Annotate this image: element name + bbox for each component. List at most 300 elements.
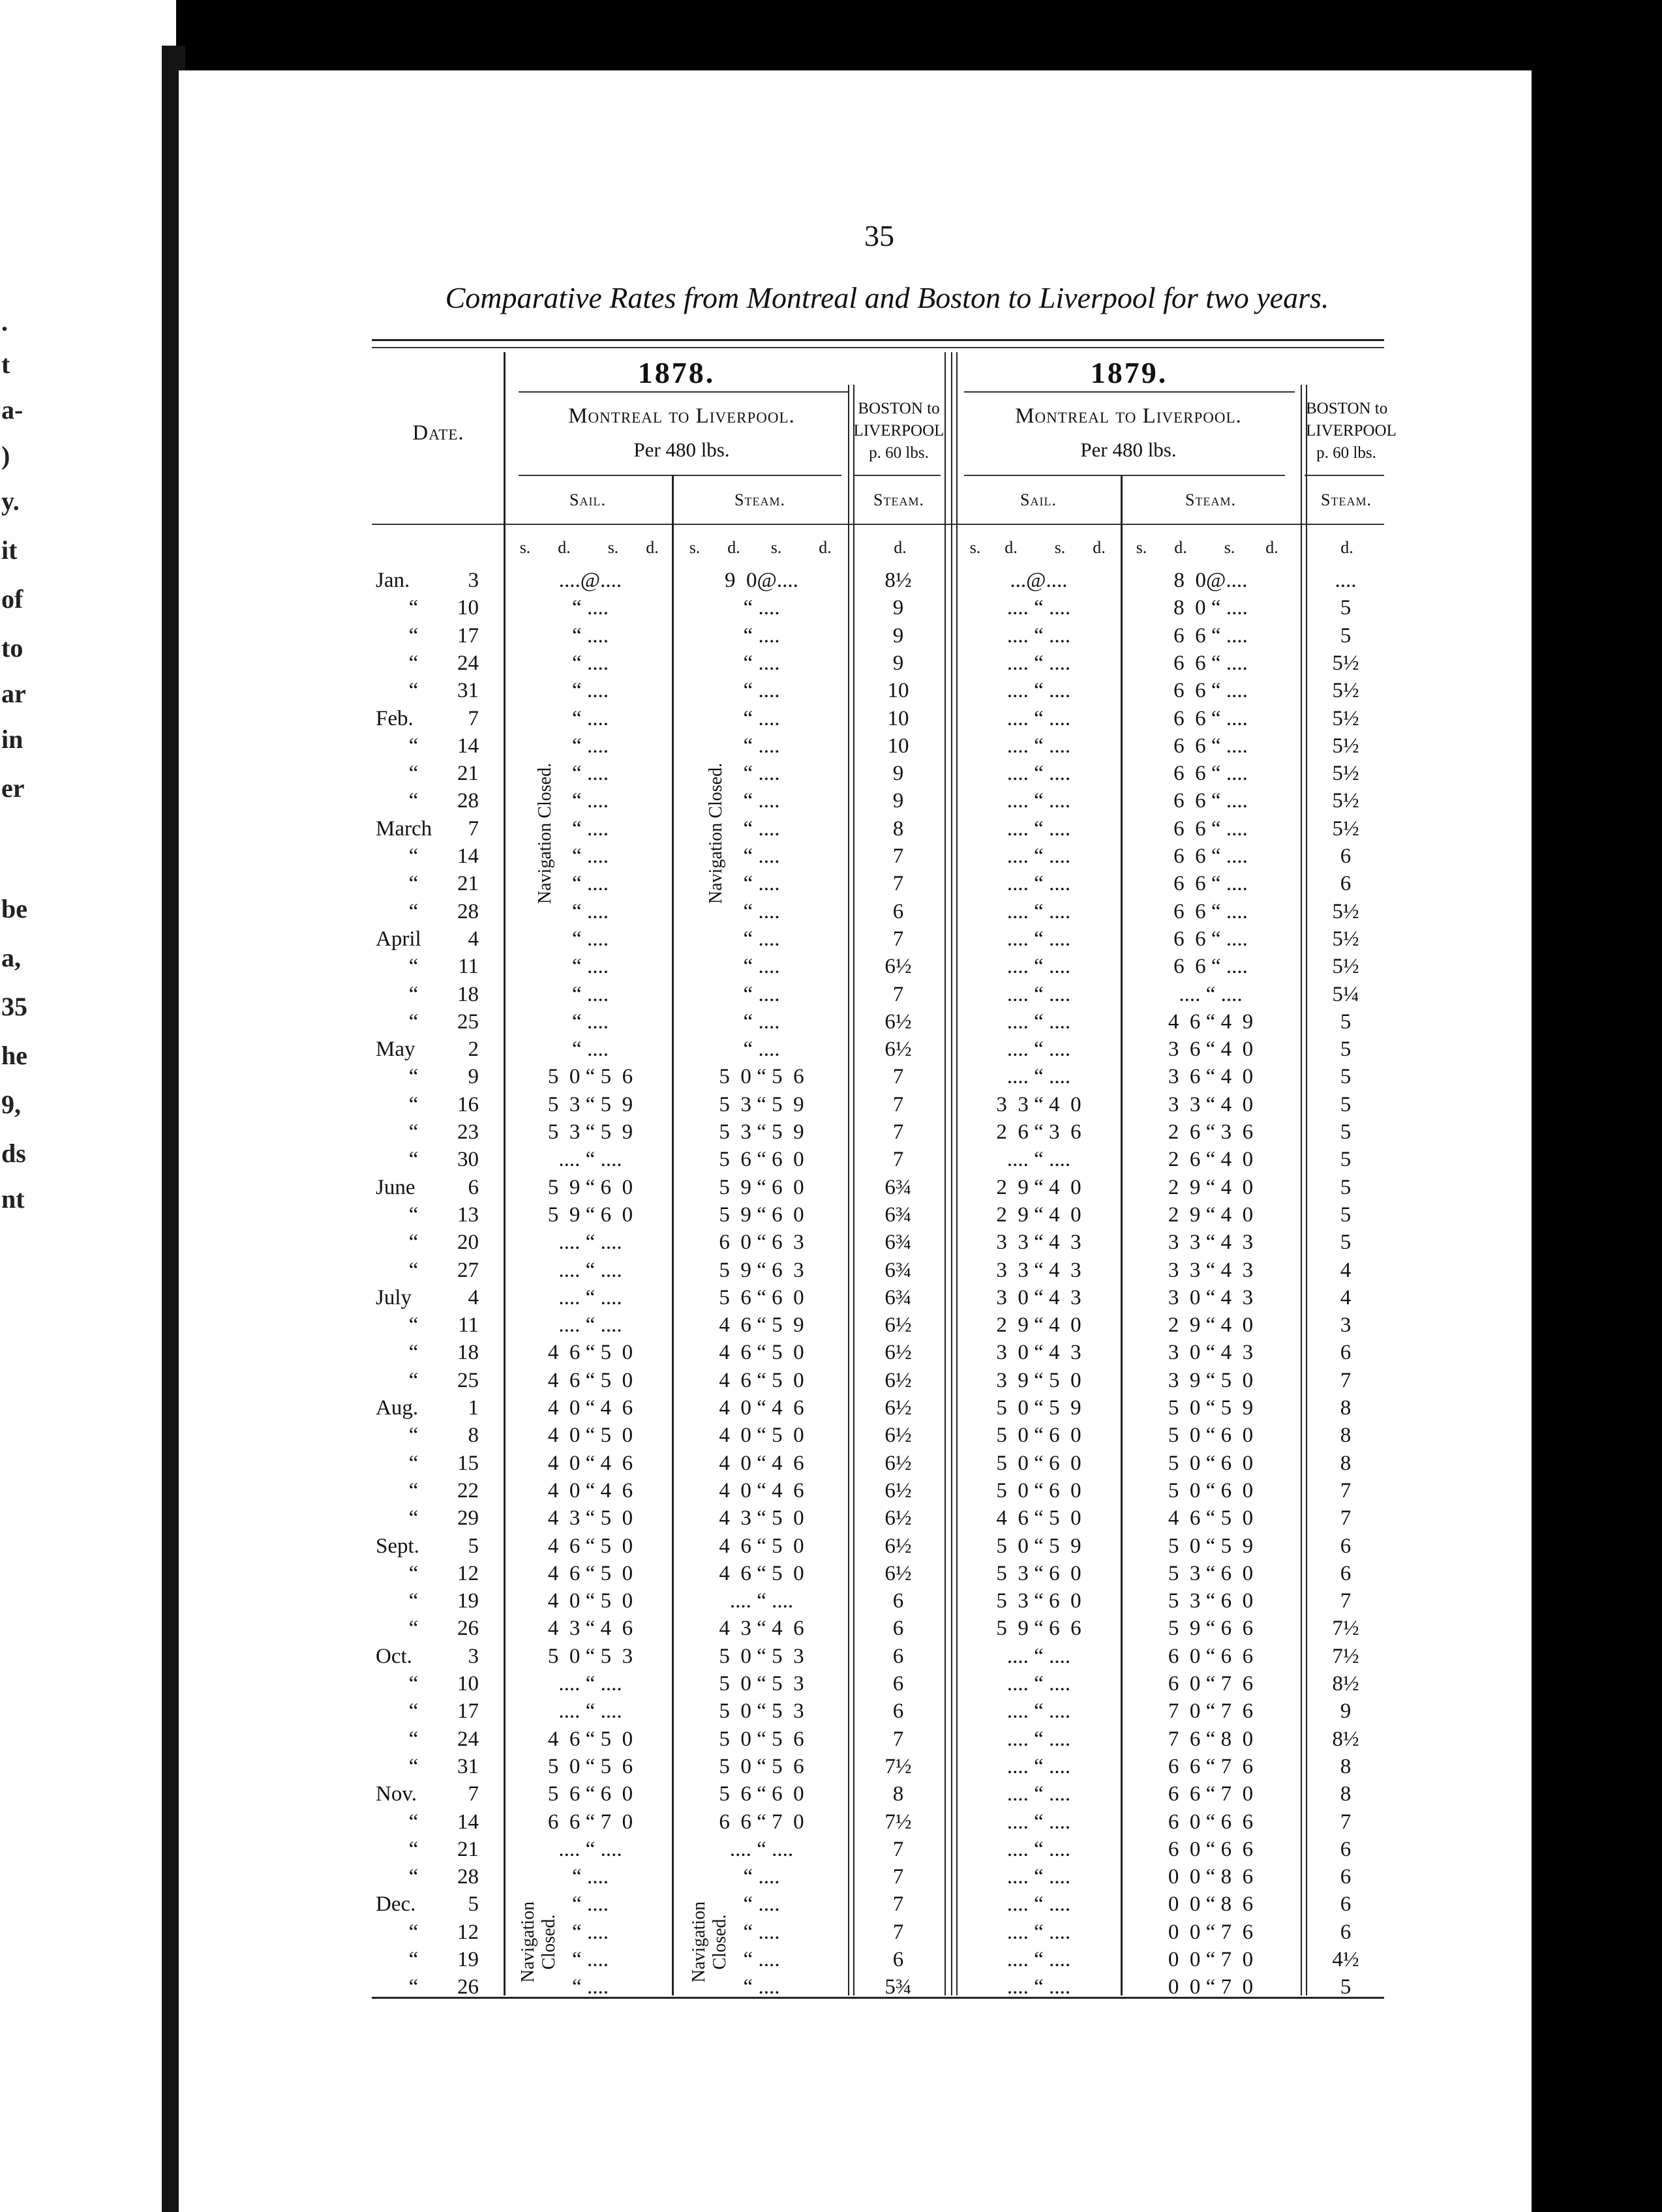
table-row — [179, 1341, 1532, 1368]
day-label: 9 — [468, 1065, 479, 1089]
day-label: 26 — [457, 1975, 479, 1999]
steam-1879-cell: 6 6 “ .... — [1173, 872, 1248, 896]
sail-1878-cell: “ .... — [572, 927, 609, 951]
boston-1879-cell: 5½ — [1332, 899, 1359, 923]
day-label: 5 — [468, 1534, 479, 1558]
table-row — [179, 983, 1532, 1010]
boston-1878-cell: 7 — [892, 927, 904, 951]
table-row — [179, 1865, 1532, 1892]
ditto-mark: “ — [408, 1754, 419, 1778]
unit-label: d. — [1265, 538, 1278, 557]
facing-page-fragment: to — [1, 633, 23, 663]
sail-1879-cell: .... “ .... — [1006, 1865, 1071, 1889]
ditto-mark: “ — [408, 1148, 419, 1172]
ditto-mark: “ — [408, 1258, 419, 1282]
boston-1878-cell: 6 — [892, 1699, 904, 1724]
steam-1878-cell: “ .... — [743, 734, 780, 758]
facing-page-fragment: ) — [1, 441, 10, 470]
facing-page-fragment: of — [1, 584, 23, 614]
ditto-mark: “ — [408, 982, 419, 1006]
day-label: 6 — [468, 1175, 479, 1199]
boston-1879-cell: 8 — [1340, 1451, 1352, 1475]
sail-1879-cell: .... “ .... — [1006, 596, 1071, 620]
steam-1878-cell: 4 6 “ 5 9 — [719, 1313, 804, 1338]
date-header: Date. — [412, 421, 464, 445]
sail-1878-cell: “ .... — [572, 706, 609, 730]
day-label: 1 — [468, 1396, 479, 1420]
steam-1878-cell: “ .... — [743, 1975, 780, 1999]
boston-1878-cell: 7 — [892, 1920, 904, 1944]
boston-1879-cell: 7 — [1340, 1506, 1352, 1531]
sail-1878-cell: “ .... — [572, 955, 609, 979]
steam-1879-cell: 6 6 “ .... — [1173, 651, 1248, 675]
ditto-mark: “ — [408, 872, 419, 896]
table-row — [179, 1065, 1532, 1092]
steam-1879-cell: 6 6 “ .... — [1173, 927, 1248, 951]
day-label: 13 — [457, 1203, 479, 1227]
page-number: 35 — [864, 219, 894, 252]
unit-label: s. — [969, 538, 981, 557]
day-label: 21 — [457, 1837, 479, 1861]
steam-1878-cell: 6 6 “ 7 0 — [719, 1810, 804, 1834]
steam-1878-cell: 4 6 “ 5 0 — [719, 1341, 804, 1365]
sail-1879-cell: .... “ .... — [1006, 899, 1071, 923]
ditto-mark: “ — [408, 1948, 419, 1971]
steam-1879-cell: 5 9 “ 6 6 — [1168, 1617, 1254, 1641]
route-1879-rule — [964, 475, 1285, 476]
sail-1879-cell: 5 0 “ 5 9 — [996, 1396, 1081, 1420]
day-label: 15 — [457, 1451, 479, 1475]
table-row — [179, 844, 1532, 872]
day-label: 31 — [457, 1754, 479, 1778]
boston-1879-cell: 5 — [1340, 1065, 1352, 1089]
boston-1878-cell: 6½ — [884, 1038, 912, 1062]
day-label: 11 — [458, 955, 479, 979]
boston-1879-line1: BOSTON to — [1306, 400, 1388, 417]
ditto-mark: “ — [408, 623, 419, 648]
sail-1879-cell: .... “ .... — [1006, 1754, 1071, 1778]
sail-1879-cell: .... “ .... — [1006, 982, 1071, 1006]
steam-1878-cell: “ .... — [743, 1009, 780, 1034]
table-row — [179, 1286, 1532, 1313]
year-1878-rule — [519, 391, 848, 393]
day-label: 31 — [457, 679, 479, 703]
table-row — [179, 1782, 1532, 1810]
table-row — [179, 1259, 1532, 1286]
day-label: 3 — [468, 1644, 479, 1668]
ditto-mark: “ — [408, 1727, 419, 1751]
boston-1879-cell: 5 — [1340, 1203, 1352, 1227]
steam-1879-cell: 0 0 “ 8 6 — [1168, 1892, 1254, 1917]
boston-1879-cell: 5½ — [1332, 762, 1359, 786]
steam-1879-cell: 5 0 “ 6 0 — [1168, 1478, 1254, 1502]
boston-1878-cell: 8 — [892, 816, 904, 841]
boston-1878-cell: 6½ — [884, 1396, 912, 1420]
unit-label: d. — [558, 538, 571, 557]
steam-1878: Steam. — [734, 490, 785, 509]
steam-1878-cell: “ .... — [743, 623, 780, 648]
sail-1879-cell: .... “ .... — [1006, 789, 1071, 813]
ditto-mark: “ — [408, 1865, 419, 1889]
closed-winter-sail-1878: Closed. — [539, 1914, 559, 1970]
sail-1878-cell: “ .... — [572, 1865, 609, 1889]
ditto-mark: “ — [408, 1313, 419, 1338]
boston-1878-cell: 6 — [892, 1948, 904, 1971]
table-row — [179, 762, 1532, 789]
day-label: 18 — [457, 982, 479, 1006]
steam-1878-cell: “ .... — [743, 1920, 780, 1944]
sail-1879-cell: .... “ .... — [1006, 872, 1071, 896]
facing-page-fragment: nt — [1, 1184, 25, 1214]
table-row — [179, 1755, 1532, 1782]
table-row — [179, 624, 1532, 651]
steam-boston-1878: Steam. — [873, 490, 924, 509]
sail-1879-cell: 2 9 “ 4 0 — [996, 1313, 1081, 1338]
sail-1878-cell: 4 0 “ 5 0 — [547, 1424, 633, 1448]
facing-page-fragment: in — [1, 725, 23, 754]
boston-1879-cell: 4½ — [1332, 1948, 1359, 1971]
boston-1878-cell: 6½ — [884, 1009, 912, 1034]
month-label: Dec. — [376, 1892, 416, 1917]
table-row — [179, 1589, 1532, 1617]
sail-1879: Sail. — [1020, 490, 1057, 509]
table-row — [179, 900, 1532, 927]
ditto-mark: “ — [408, 1231, 419, 1255]
boston-1878-cell: 6 — [892, 1644, 904, 1668]
sail-1878-cell: 6 6 “ 7 0 — [547, 1810, 633, 1834]
boston-1879-cell: 6 — [1340, 872, 1352, 896]
steam-1879: Steam. — [1185, 490, 1236, 509]
day-label: 19 — [457, 1948, 479, 1971]
boston-1878-cell: 9 — [892, 789, 904, 813]
day-label: 27 — [457, 1258, 479, 1282]
steam-1878-cell: “ .... — [743, 1038, 780, 1062]
ditto-mark: “ — [408, 734, 419, 758]
facing-page-fragment: he — [1, 1041, 27, 1070]
steam-1878-cell: “ .... — [743, 679, 780, 703]
table-row — [179, 1148, 1532, 1175]
steam-1879-cell: 6 6 “ .... — [1173, 844, 1248, 868]
boston-1878-cell: 6 — [892, 1617, 904, 1641]
unit-label: d. — [819, 538, 832, 557]
boston-1878-cell: 7 — [892, 1837, 904, 1861]
table-row — [179, 1921, 1532, 1948]
steam-1879-cell: 3 3 “ 4 3 — [1168, 1231, 1254, 1255]
steam-1878-cell: 5 9 “ 6 3 — [719, 1258, 804, 1282]
boston-1879-cell: 7 — [1340, 1810, 1352, 1834]
sail-1879-cell: .... “ .... — [1006, 1699, 1071, 1724]
steam-1879-cell: 3 9 “ 5 0 — [1168, 1368, 1254, 1392]
sail-1878-cell: “ .... — [572, 789, 609, 813]
boston-1878-cell: 6¾ — [884, 1203, 912, 1227]
steam-1879-cell: 5 0 “ 6 0 — [1168, 1424, 1254, 1448]
boston-1879-cell: 5½ — [1332, 927, 1359, 951]
facing-page-fragment: y. — [1, 486, 20, 516]
boston-1879-cell: 5½ — [1332, 706, 1359, 730]
unit-label: s. — [1054, 538, 1066, 557]
table-row — [179, 1838, 1532, 1865]
sail-1879-cell: .... “ .... — [1006, 762, 1071, 786]
steam-1878-cell: “ .... — [743, 651, 780, 675]
navigation-winter-steam-1878: Navigation — [689, 1901, 709, 1983]
day-label: 17 — [457, 623, 479, 648]
steam-1879-cell: 3 0 “ 4 3 — [1168, 1285, 1254, 1309]
ditto-mark: “ — [408, 762, 419, 786]
month-label: Feb. — [376, 706, 414, 730]
sail-1878-cell: .... “ .... — [558, 1837, 622, 1861]
sail-1879-cell: 3 9 “ 5 0 — [996, 1368, 1081, 1392]
day-label: 8 — [468, 1424, 479, 1448]
sail-1878-cell: “ .... — [572, 1038, 609, 1062]
boston-1879-cell: 5 — [1340, 1092, 1352, 1116]
table-row — [179, 1506, 1532, 1534]
sail-1879-cell: 4 6 “ 5 0 — [996, 1506, 1081, 1531]
sail-1878-cell: 5 0 “ 5 3 — [547, 1644, 633, 1668]
day-label: 4 — [468, 1285, 479, 1309]
sail-1879-cell: 3 3 “ 4 3 — [996, 1231, 1081, 1255]
boston-1878-cell: 7 — [892, 1120, 904, 1144]
boston-1879-rule — [1305, 475, 1384, 476]
steam-1879-cell: 6 6 “ .... — [1173, 734, 1248, 758]
ditto-mark: “ — [408, 1975, 419, 1999]
facing-page-fragment: be — [1, 894, 27, 923]
day-label: 10 — [457, 1672, 479, 1696]
day-label: 16 — [457, 1092, 479, 1116]
steam-1879-cell: 6 0 “ 6 6 — [1168, 1810, 1254, 1834]
month-label: May — [376, 1038, 416, 1062]
boston-1879-cell: 6 — [1340, 1837, 1352, 1861]
table-row — [179, 817, 1532, 844]
day-label: 25 — [457, 1368, 479, 1392]
table-row — [179, 1479, 1532, 1506]
unit-label: d. — [894, 538, 907, 557]
sail-1878-cell: ....@.... — [558, 569, 622, 592]
boston-1879-cell: 5¼ — [1332, 982, 1359, 1006]
sail-1878-cell: “ .... — [572, 816, 609, 841]
boston-1879-cell: 5 — [1340, 623, 1352, 648]
table-row — [179, 872, 1532, 899]
sail-1879-cell: .... “ .... — [1006, 1065, 1071, 1089]
steam-1878-cell: 6 0 “ 6 3 — [719, 1231, 804, 1255]
boston-1878-cell: 7 — [892, 1865, 904, 1889]
boston-1879-cell: 7 — [1340, 1589, 1352, 1613]
sail-1879-cell: .... “ .... — [1006, 927, 1071, 951]
ditto-mark: “ — [408, 1065, 419, 1089]
boston-1878-cell: 9 — [892, 651, 904, 675]
boston-1879-cell: 5 — [1340, 1975, 1352, 1999]
per-1879: Per 480 lbs. — [1080, 438, 1177, 461]
table-row — [179, 679, 1532, 706]
sail-1879-cell: .... “ .... — [1006, 623, 1071, 648]
steam-1879-cell: 5 0 “ 5 9 — [1168, 1534, 1254, 1558]
sail-1878-cell: 5 9 “ 6 0 — [547, 1175, 633, 1199]
steam-1879-cell: 2 9 “ 4 0 — [1168, 1313, 1254, 1338]
steam-1878-cell: 5 6 “ 6 0 — [719, 1148, 804, 1172]
ditto-mark: “ — [408, 1589, 419, 1613]
month-label: June — [376, 1175, 416, 1199]
unit-label: d. — [1093, 538, 1106, 557]
steam-1878-cell: “ .... — [743, 872, 780, 896]
boston-1878-cell: 6½ — [884, 1506, 912, 1531]
steam-1879-cell: 7 6 “ 8 0 — [1168, 1727, 1254, 1751]
day-label: 7 — [468, 816, 479, 841]
boston-1879-cell: 8 — [1340, 1396, 1352, 1420]
sail-1879-cell: .... “ .... — [1006, 1920, 1071, 1944]
boston-1878-cell: 7 — [892, 1727, 904, 1751]
ditto-mark: “ — [408, 1368, 419, 1392]
steam-1878-cell: “ .... — [743, 1892, 780, 1917]
steam-1878-cell: 5 0 “ 5 6 — [719, 1754, 804, 1778]
sail-1879-cell: .... “ .... — [1006, 1948, 1071, 1971]
month-label: Oct. — [376, 1644, 412, 1668]
steam-1879-cell: 6 0 “ 6 6 — [1168, 1644, 1254, 1668]
ditto-mark: “ — [408, 1837, 419, 1861]
boston-1879-cell: 5 — [1340, 1175, 1352, 1199]
sail-1879-cell: .... “ .... — [1006, 955, 1071, 979]
steam-1878-cell: 5 0 “ 5 3 — [719, 1699, 804, 1724]
steam-1878-cell: “ .... — [743, 844, 780, 868]
steam-1878-cell: “ .... — [743, 899, 780, 923]
sail-1878: Sail. — [569, 490, 606, 509]
ditto-mark: “ — [408, 1120, 419, 1144]
steam-1879-cell: 6 6 “ 7 6 — [1168, 1754, 1254, 1778]
day-label: 4 — [468, 927, 479, 951]
day-label: 3 — [468, 569, 479, 592]
unit-label: d. — [727, 538, 740, 557]
boston-1879-cell: 4 — [1340, 1285, 1352, 1309]
sail-1878-cell: 5 0 “ 5 6 — [547, 1754, 633, 1778]
boston-1879-cell: 5½ — [1332, 734, 1359, 758]
steam-1878-cell: .... “ .... — [729, 1837, 794, 1861]
sail-1879-cell: .... “ .... — [1006, 1810, 1071, 1834]
steam-1879-cell: 5 3 “ 6 0 — [1168, 1561, 1254, 1585]
boston-1878-cell: 7½ — [884, 1754, 912, 1778]
month-label: April — [376, 927, 421, 951]
facing-page-fragment: a- — [1, 395, 23, 425]
sail-1878-cell: 5 6 “ 6 0 — [547, 1782, 633, 1806]
boston-1879-cell: 7½ — [1332, 1617, 1359, 1641]
steam-1878-cell: 4 0 “ 5 0 — [719, 1424, 804, 1448]
ditto-mark: “ — [408, 1617, 419, 1641]
steam-1878-cell: “ .... — [743, 596, 780, 620]
route-1878-rule — [519, 475, 841, 476]
boston-1879-cell: 6 — [1340, 1920, 1352, 1944]
day-label: 28 — [457, 1865, 479, 1889]
boston-1878-cell: 6¾ — [884, 1231, 912, 1255]
boston-1879-line3: p. 60 lbs. — [1316, 444, 1376, 462]
steam-1879-cell: 7 0 “ 7 6 — [1168, 1699, 1254, 1724]
table-row — [179, 1975, 1532, 2003]
steam-1879-cell: 2 9 “ 4 0 — [1168, 1175, 1254, 1199]
steam-1878-cell: 5 3 “ 5 9 — [719, 1092, 804, 1116]
boston-1879-cell: 8 — [1340, 1424, 1352, 1448]
steam-1879-cell: 6 6 “ .... — [1173, 762, 1248, 786]
steam-1878-cell: 5 9 “ 6 0 — [719, 1175, 804, 1199]
table-row — [179, 1010, 1532, 1038]
steam-1878-cell: 4 3 “ 4 6 — [719, 1617, 804, 1641]
year-1879: 1879. — [1090, 356, 1168, 389]
day-label: 17 — [457, 1699, 479, 1724]
table-row — [179, 1452, 1532, 1479]
ditto-mark: “ — [408, 1203, 419, 1227]
unit-label: s. — [689, 538, 701, 557]
steam-1878-cell: 5 0 “ 5 3 — [719, 1672, 804, 1696]
steam-1879-cell: 5 3 “ 6 0 — [1168, 1589, 1254, 1613]
sail-1879-cell: 3 0 “ 4 3 — [996, 1341, 1081, 1365]
boston-1879-cell: 7 — [1340, 1478, 1352, 1502]
steam-1879-cell: 8 0@.... — [1173, 569, 1248, 592]
table-row — [179, 1948, 1532, 1975]
boston-1878-line2: LIVERPOOL — [853, 422, 944, 440]
day-label: 5 — [468, 1892, 479, 1917]
boston-1878-cell: 8½ — [884, 569, 912, 592]
boston-1878-cell: 8 — [892, 1782, 904, 1806]
boston-1879-cell: 8½ — [1332, 1727, 1359, 1751]
header-bottom-rule — [372, 524, 1384, 525]
steam-1879-cell: 3 0 “ 4 3 — [1168, 1341, 1254, 1365]
steam-1879-cell: 5 0 “ 5 9 — [1168, 1396, 1254, 1420]
steam-1879-cell: 2 6 “ 3 6 — [1168, 1120, 1254, 1144]
boston-1878-cell: 6½ — [884, 1478, 912, 1502]
boston-1878-cell: 5¾ — [884, 1975, 912, 1999]
boston-1879-cell: .... — [1335, 569, 1357, 592]
boston-1878-cell: 6¾ — [884, 1285, 912, 1309]
table-row — [179, 1313, 1532, 1341]
sail-1878-cell: .... “ .... — [558, 1313, 622, 1338]
steam-1879-cell: 0 0 “ 7 0 — [1168, 1975, 1254, 1999]
boston-1879-cell: 5½ — [1332, 651, 1359, 675]
boston-1878-line3: p. 60 lbs. — [869, 444, 929, 462]
ditto-mark: “ — [408, 1506, 419, 1531]
unit-label: d. — [1005, 538, 1018, 557]
boston-1879-cell: 5½ — [1332, 679, 1359, 703]
table-row — [179, 1120, 1532, 1148]
sail-1878-cell: 5 9 “ 6 0 — [547, 1203, 633, 1227]
ditto-mark: “ — [408, 679, 419, 703]
boston-1879-cell: 5½ — [1332, 955, 1359, 979]
unit-label: s. — [770, 538, 782, 557]
sail-1879-cell: .... “ .... — [1006, 734, 1071, 758]
sail-1878-cell: “ .... — [572, 1948, 609, 1971]
sail-1879-cell: 2 9 “ 4 0 — [996, 1203, 1081, 1227]
steam-1879-cell: 3 3 “ 4 0 — [1168, 1092, 1254, 1116]
boston-1879-cell: 5 — [1340, 1038, 1352, 1062]
table-row — [179, 734, 1532, 762]
table-row — [179, 1176, 1532, 1203]
month-label: Aug. — [376, 1396, 419, 1420]
sail-1879-cell: .... “ .... — [1006, 651, 1071, 675]
ditto-mark: “ — [408, 1092, 419, 1116]
sail-1878-cell: .... “ .... — [558, 1699, 622, 1724]
boston-1878-cell: 6½ — [884, 955, 912, 979]
unit-label: d. — [1340, 538, 1353, 557]
boston-1878-cell: 9 — [892, 596, 904, 620]
year-1878: 1878. — [637, 356, 716, 389]
ditto-mark: “ — [408, 1699, 419, 1724]
table-row — [179, 955, 1532, 982]
table-row — [179, 569, 1532, 596]
table-row — [179, 1369, 1532, 1396]
sail-1878-cell: 4 0 “ 4 6 — [547, 1451, 633, 1475]
table-row — [179, 1424, 1532, 1451]
boston-1878-cell: 7 — [892, 872, 904, 896]
navigation-closed-sail-1878: Navigation Closed. — [535, 762, 555, 904]
boston-1878-cell: 9 — [892, 623, 904, 648]
sail-1878-cell: “ .... — [572, 872, 609, 896]
steam-1878-cell: “ .... — [743, 1948, 780, 1971]
steam-boston-1879: Steam. — [1321, 490, 1372, 509]
unit-label: d. — [1174, 538, 1187, 557]
